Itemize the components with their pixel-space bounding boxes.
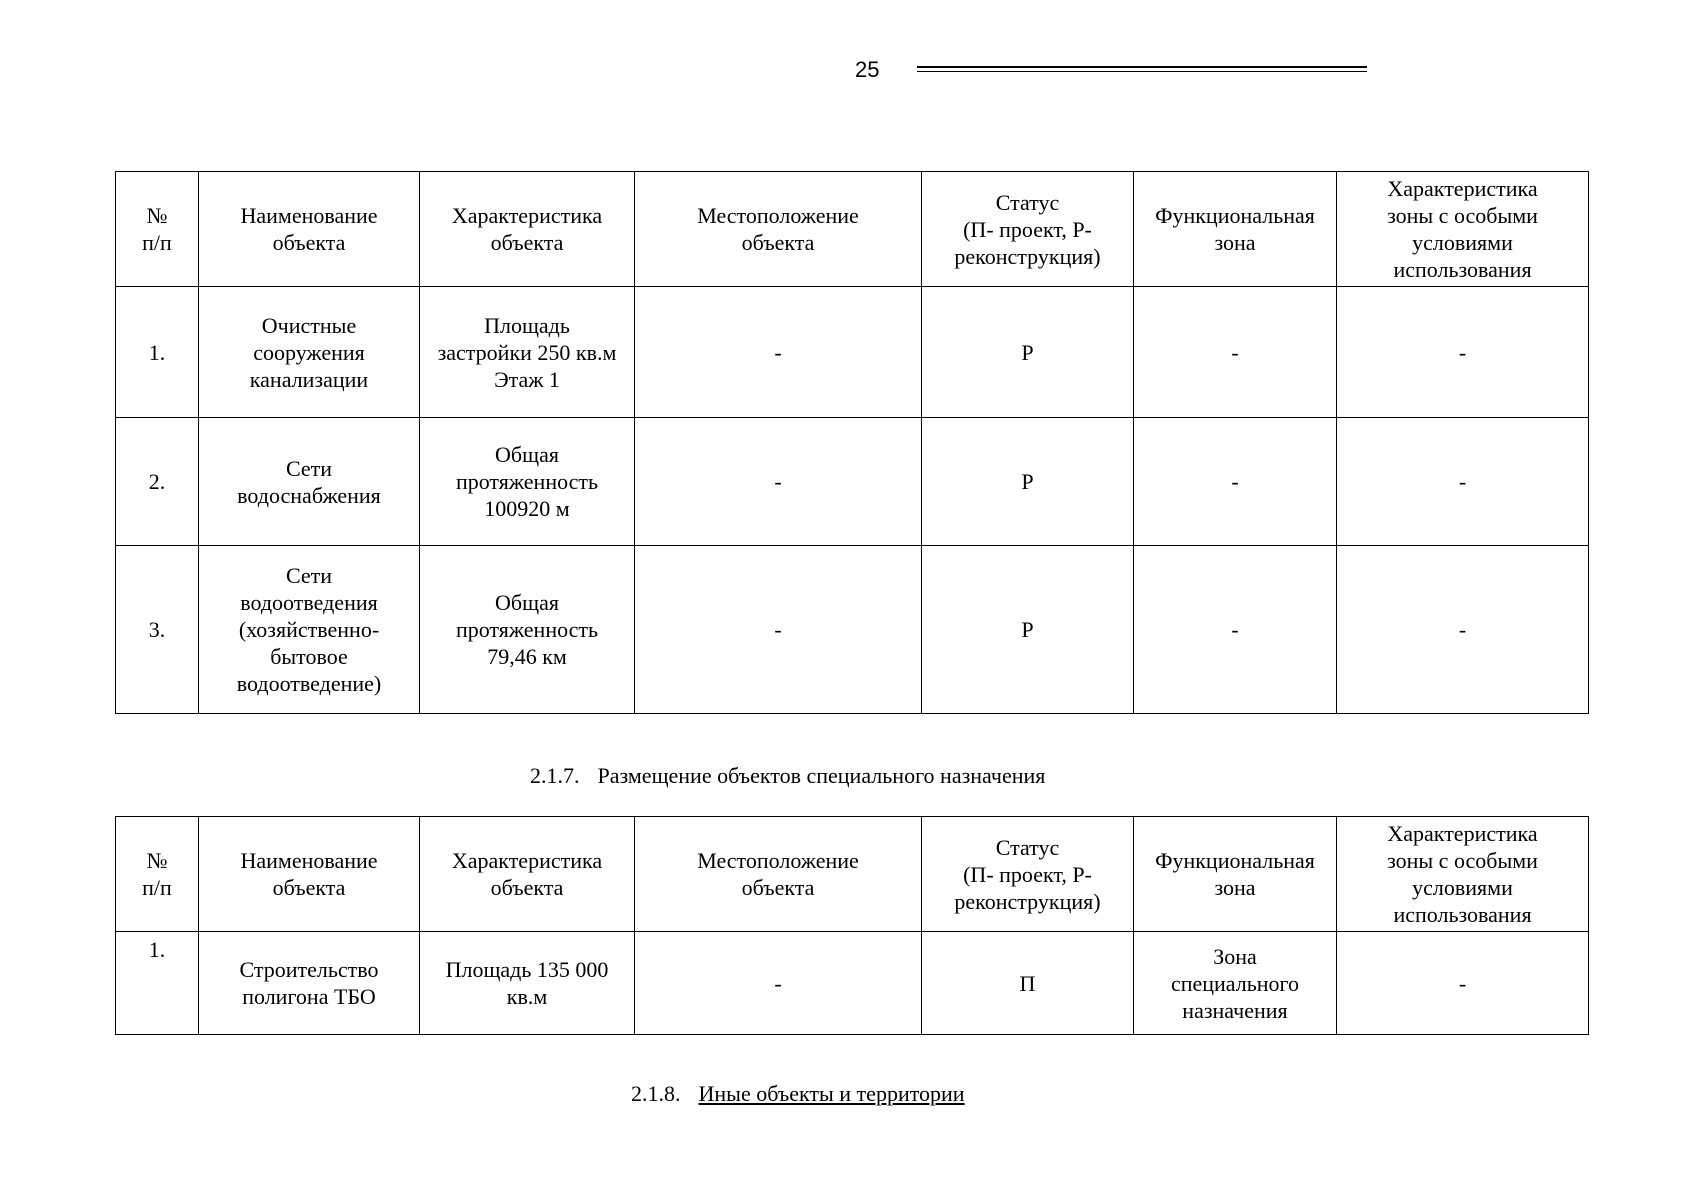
cell-status: Р <box>922 287 1134 418</box>
table-special-objects <box>115 816 1589 1035</box>
header-cell-special-zone: Характеристика зоны с особыми условиями использования <box>1337 172 1589 287</box>
table-row <box>116 932 1589 1035</box>
cell-special-zone: - <box>1337 418 1589 546</box>
cell-characteristics: Общая протяженность 100920 м <box>420 418 635 546</box>
cell-status: П <box>922 932 1134 1035</box>
header-cell-name: Наименование объекта <box>199 172 420 287</box>
cell-location: - <box>635 418 922 546</box>
table-row <box>116 418 1589 546</box>
cell-functional-zone: - <box>1134 418 1337 546</box>
header-rule <box>917 66 1367 72</box>
cell-number: 1. <box>116 287 199 418</box>
page-number: 25 <box>855 57 880 82</box>
header-cell-status: Статус (П- проект, Р- реконструкция) <box>922 817 1134 932</box>
header-cell-location: Местоположение объекта <box>635 172 922 287</box>
cell-special-zone: - <box>1337 932 1589 1035</box>
cell-characteristics: Площадь 135 000 кв.м <box>420 932 635 1035</box>
header-cell-number: № п/п <box>116 817 199 932</box>
header-cell-functional-zone: Функциональная зона <box>1134 817 1337 932</box>
header-cell-number: № п/п <box>116 172 199 287</box>
table-row <box>116 546 1589 714</box>
header-cell-location: Местоположение объекта <box>635 817 922 932</box>
cell-characteristics: Площадь застройки 250 кв.м Этаж 1 <box>420 287 635 418</box>
cell-name: Строительство полигона ТБО <box>199 932 420 1035</box>
cell-location: - <box>635 932 922 1035</box>
cell-name: Очистные сооружения канализации <box>199 287 420 418</box>
section-title: Иные объекты и территории <box>698 1081 965 1106</box>
table-header-row <box>116 172 1589 287</box>
section-heading-2-1-7 <box>530 762 1045 790</box>
cell-characteristics: Общая протяженность 79,46 км <box>420 546 635 714</box>
header-cell-characteristics: Характеристика объекта <box>420 172 635 287</box>
cell-special-zone: - <box>1337 546 1589 714</box>
cell-number: 2. <box>116 418 199 546</box>
cell-number: 1. <box>116 932 199 1035</box>
cell-functional-zone: Зона специального назначения <box>1134 932 1337 1035</box>
header-cell-status: Статус (П- проект, Р- реконструкция) <box>922 172 1134 287</box>
header-cell-special-zone: Характеристика зоны с особыми условиями использования <box>1337 817 1589 932</box>
cell-name: Сети водоотведения (хозяйственно- бытовое водоотведение) <box>199 546 420 714</box>
section-number: 2.1.7. <box>530 763 580 788</box>
header-cell-name: Наименование объекта <box>199 817 420 932</box>
cell-name: Сети водоснабжения <box>199 418 420 546</box>
table-header-row <box>116 817 1589 932</box>
cell-functional-zone: - <box>1134 546 1337 714</box>
section-title: Размещение объектов специального назначения <box>597 763 1046 788</box>
cell-location: - <box>635 546 922 714</box>
header-cell-functional-zone: Функциональная зона <box>1134 172 1337 287</box>
cell-status: Р <box>922 418 1134 546</box>
cell-location: - <box>635 287 922 418</box>
cell-status: Р <box>922 546 1134 714</box>
table-objects-water <box>115 171 1589 714</box>
cell-special-zone: - <box>1337 287 1589 418</box>
cell-number: 3. <box>116 546 199 714</box>
section-number: 2.1.8. <box>631 1081 681 1106</box>
cell-functional-zone: - <box>1134 287 1337 418</box>
header-cell-characteristics: Характеристика объекта <box>420 817 635 932</box>
section-heading-2-1-8 <box>631 1080 965 1108</box>
table-row <box>116 287 1589 418</box>
